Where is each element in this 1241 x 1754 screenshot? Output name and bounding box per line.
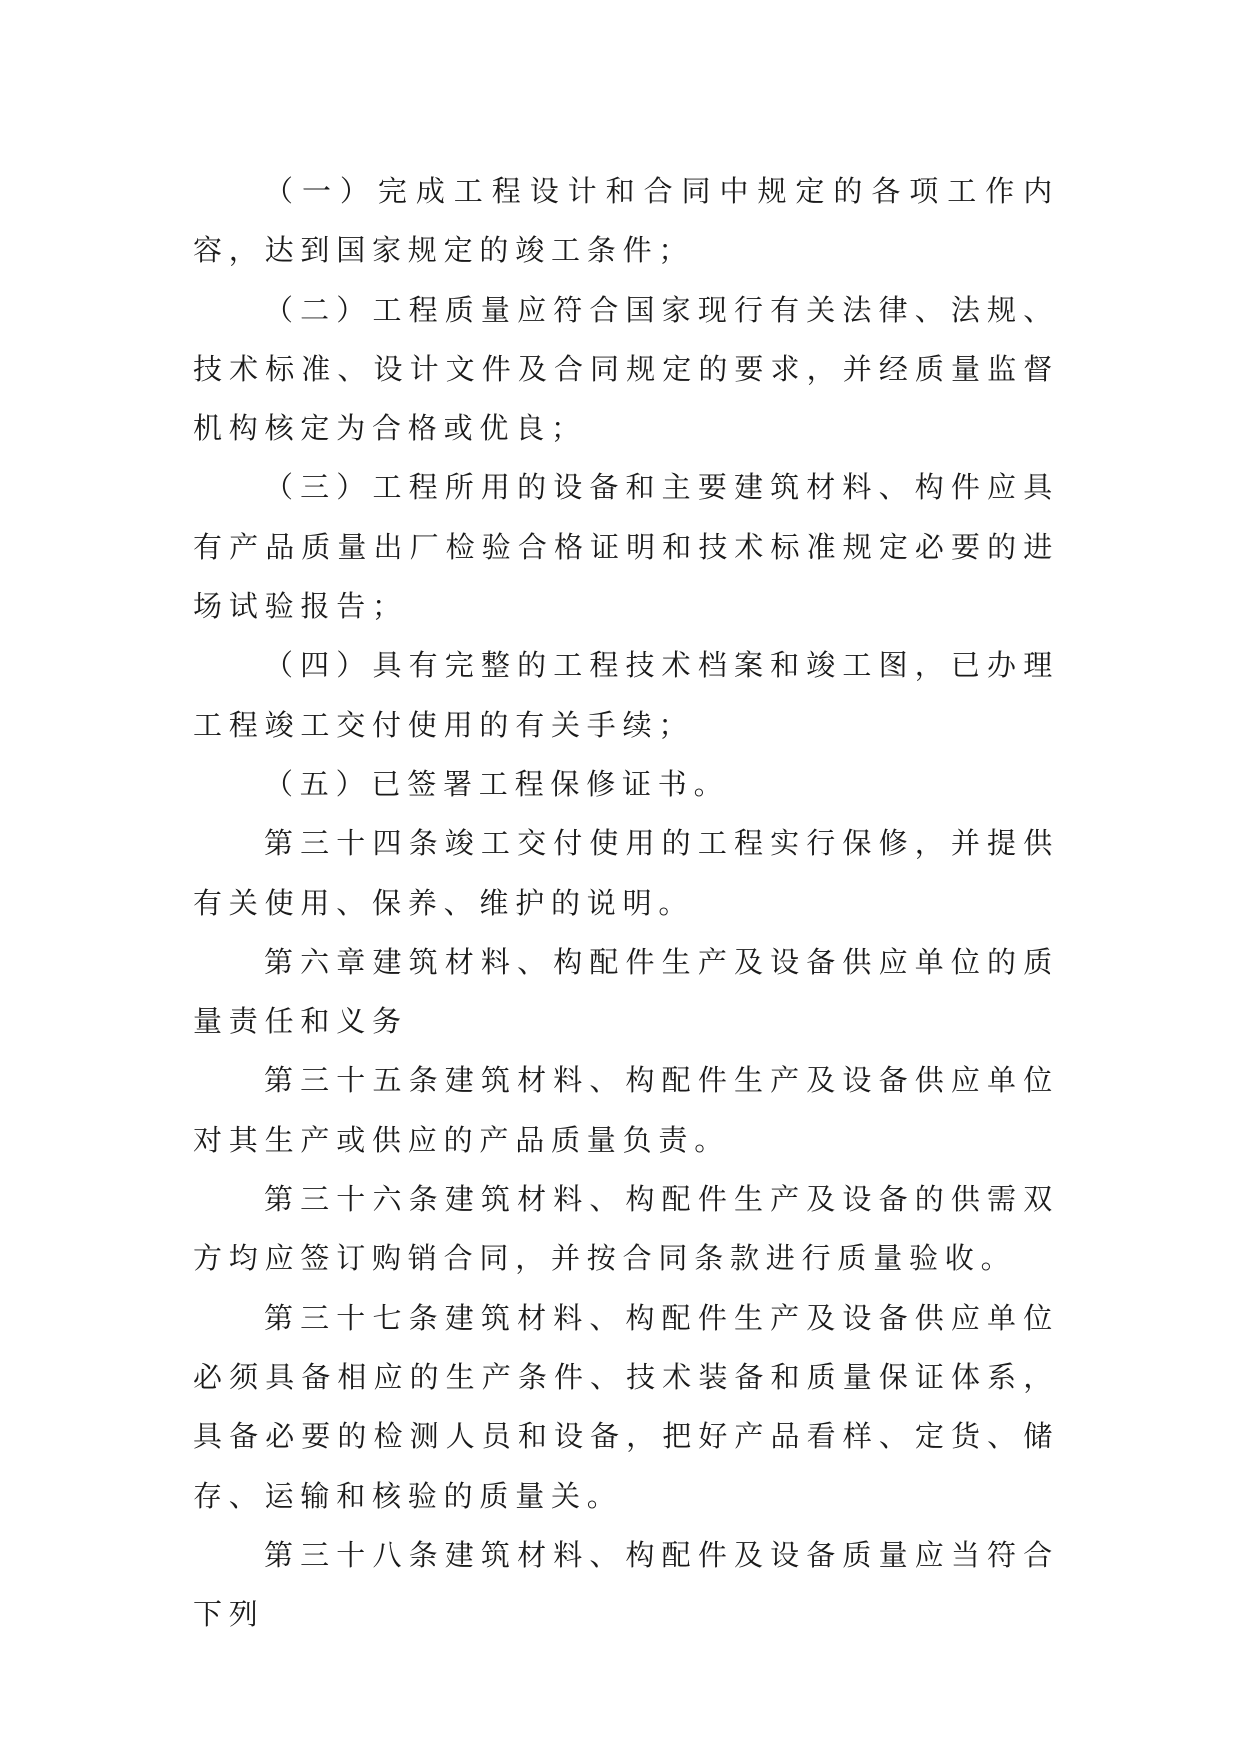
document-body <box>193 162 1059 1644</box>
clause-item-5: （五）已签署工程保修证书。 <box>264 766 730 801</box>
article-37: 第三十七条建筑材料、构配件生产及设备供应单位必须具备相应的生产条件、技术装备和质量保证体系，具备必要的检测人员和设备，把好产品看样、定货、储存、运输和核验的质量关。 <box>193 1300 1059 1513</box>
chapter-6-heading: 第六章建筑材料、构配件生产及设备供应单位的质量责任和义务 <box>193 944 1059 1039</box>
clause-item-3: （三）工程所用的设备和主要建筑材料、构件应具有产品质量出厂检验合格证明和技术标准规定必要的进场试验报告； <box>193 470 1059 624</box>
article-38: 第三十八条建筑材料、构配件及设备质量应当符合下列 <box>193 1537 1059 1632</box>
article-35: 第三十五条建筑材料、构配件生产及设备供应单位对其生产或供应的产品质量负责。 <box>193 1063 1059 1157</box>
clause-item-2: （二）工程质量应符合国家现行有关法律、法规、技术标准、设计文件及合同规定的要求，并经质量监督机构核定为合格或优良； <box>193 292 1059 446</box>
clause-item-1: （一）完成工程设计和合同中规定的各项工作内容，达到国家规定的竣工条件； <box>193 174 1059 268</box>
clause-item-4: （四）具有完整的工程技术档案和竣工图，已办理工程竣工交付使用的有关手续； <box>193 648 1059 742</box>
article-36: 第三十六条建筑材料、构配件生产及设备的供需双方均应签订购销合同，并按合同条款进行质量验收。 <box>193 1182 1059 1276</box>
article-34: 第三十四条竣工交付使用的工程实行保修，并提供有关使用、保养、维护的说明。 <box>193 826 1059 920</box>
